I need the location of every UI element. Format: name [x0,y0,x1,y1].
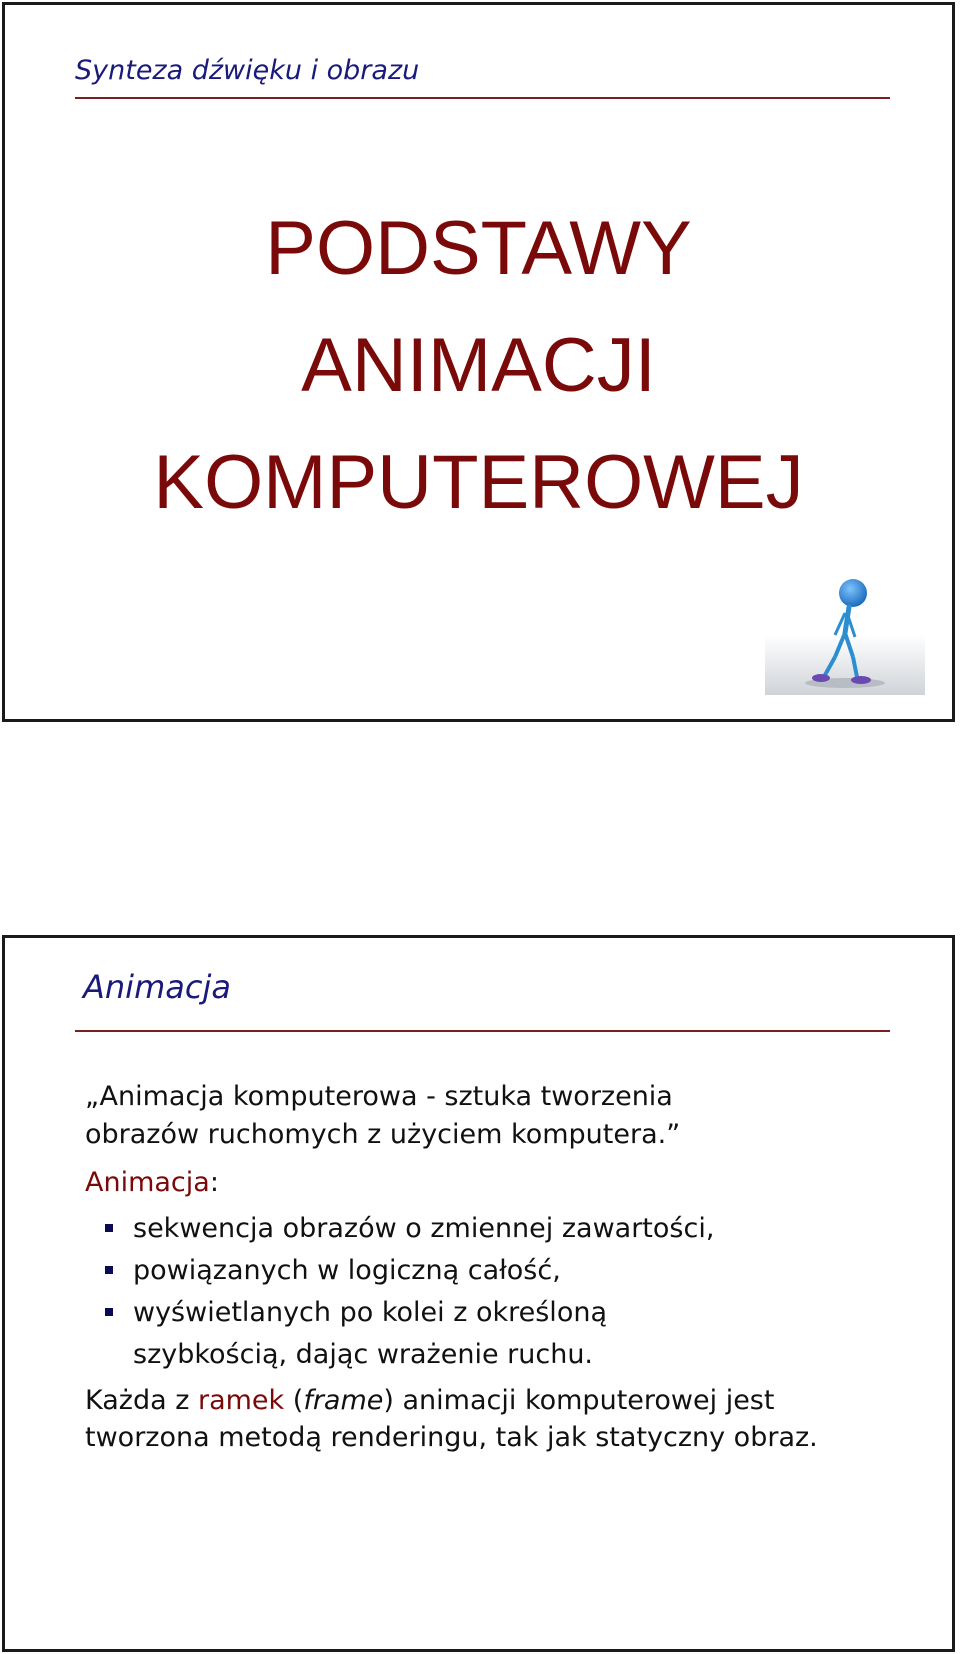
slide-animacja [2,935,955,1652]
list-item [85,1250,925,1292]
bullet-text: powiązanych w logiczną całość, [133,1255,561,1286]
header-rule [75,1030,890,1032]
bullet-text: sekwencja obrazów o zmiennej zawartości, [133,1213,715,1244]
slide-header: Synteza dźwięku i obrazu [75,55,420,86]
list-item [85,1208,925,1250]
quote-line-1: „Animacja komputerowa - sztuka tworzenia [85,1081,673,1112]
slide-body [85,1078,925,1456]
subhead [85,1164,925,1202]
walking-figure-icon [765,575,925,695]
bullet-text: wyświetlanych po kolei z określoną szybkością, dając wrażenie ruchu. [133,1297,607,1370]
slide-header: Animacja [83,968,231,1006]
closing-term: ramek [197,1385,285,1416]
closing-part2: ( [284,1385,304,1416]
title-line-1: PODSTAWY [265,206,692,291]
square-bullet-icon [105,1224,113,1232]
slide-title-text [5,190,952,541]
closing-part1: Każda z [85,1385,198,1416]
subhead-colon: : [209,1167,219,1198]
list-item [85,1292,733,1376]
bullet-list [85,1208,925,1376]
closing-italic: frame [303,1385,384,1416]
square-bullet-icon [105,1308,113,1316]
slide-title [2,2,955,722]
subhead-term: Animacja [85,1167,210,1198]
header-rule [75,97,890,99]
square-bullet-icon [105,1266,113,1274]
closing-paragraph [85,1382,825,1456]
closing-part3: ) animacji komputerowej jest tworzona metodą renderingu, tak jak statyczny obraz. [85,1385,818,1453]
title-line-3: KOMPUTEROWEJ [153,440,804,525]
quote-line-2: obrazów ruchomych z użyciem komputera.” [85,1119,681,1150]
title-line-2: ANIMACJI [301,323,656,408]
